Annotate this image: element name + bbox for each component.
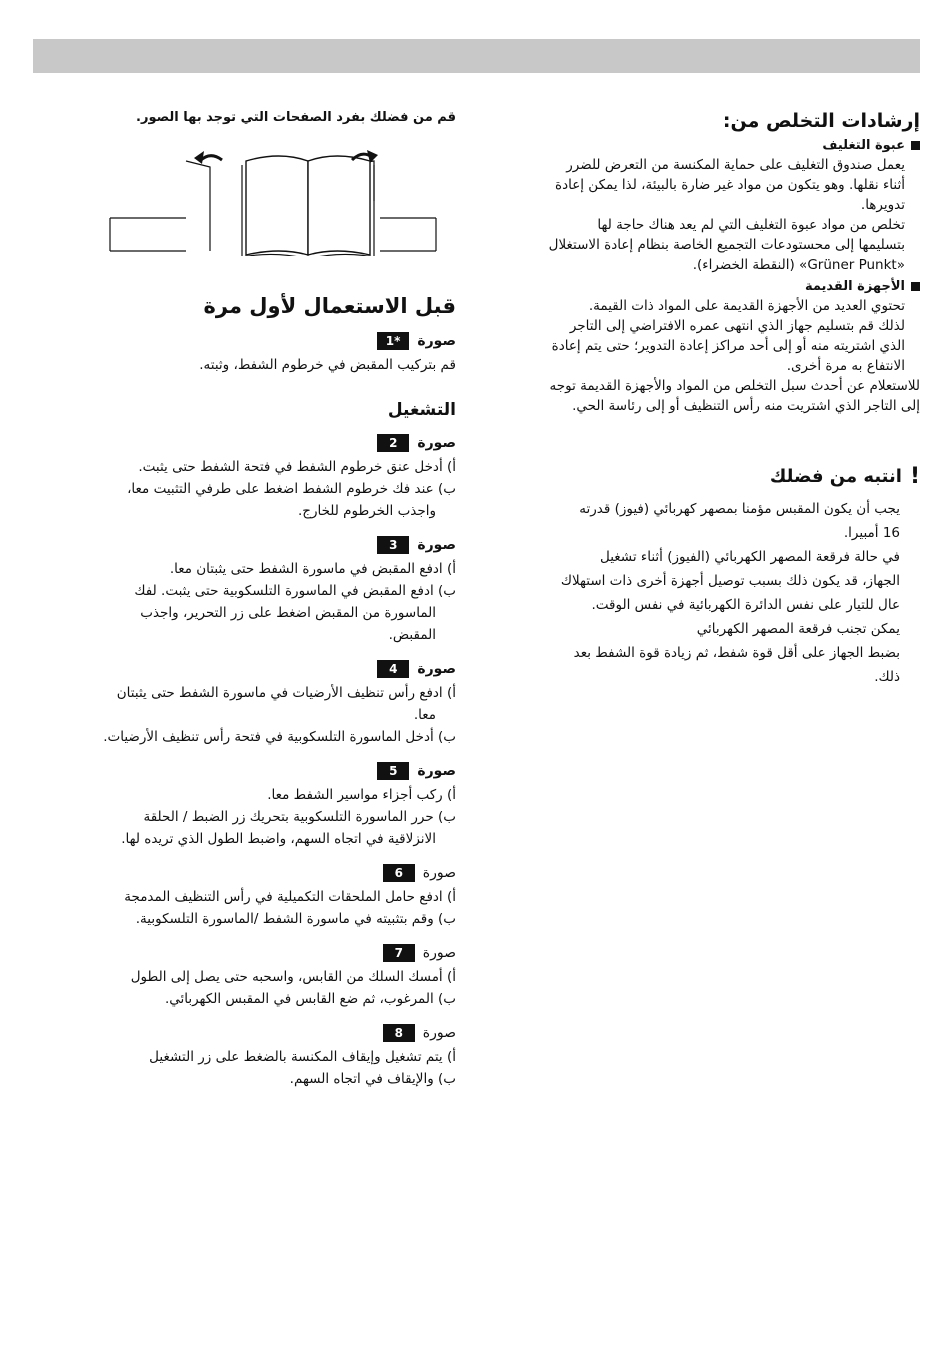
packaging-text: يعمل صندوق التغليف على حماية المكنسة من التعرض للضرر أثناء نقلها. وهو يتكون من مواد غير ضارة بالبيئة، لذا يمكن إعادة تدويرها. تخلص من مواد عبوة التغليف التي لم يعد هناك حاجة لها بتسليمها إلى محستودعات التجميع الخاصة بنظام إعادة الاستغلال «Grüner Punkt» (النقطة الخضراء). — [548, 157, 905, 273]
header-bar — [33, 39, 920, 73]
left-column: قم من فضلك بفرد الصفحات التي توجد بها الصور. قبل الاستعمال لأول مرة صورة *1 قم بتركيب المقبض في خرطوم الشفط، وثبته. التشغيل صورة 2 أ) أدخل عنق خرطوم الشفط في فتحة الشفط حتى يثبت. ب) عند فك خرطوم الشفط اضغط على طرفي التثبيت معا، واجذب الخرطوم للخارج. صورة 3 أ) ادفع المقبض في ماسورة الشفط حتى يثبتان معا. ب) ادفع المقبض في الماسورة التلسكوبية حتى يثبت. لفك الماسورة من المقبض اضغط على زر التحرير، واجذب المقبض. صورة 4 أ) ادفع رأس تنظيف الأرضيات في ماسورة الشفط حتى يثبتان معا. ب) أدخل الماسورة التلسكوبية في فتحة رأس تنظيف الأرضيات. صورة 5 أ) ركب أجزاء مواسير الشفط معا. ب) حرر الماسورة التلسكوبية بتحريك زر الضبط / الحلقة الانزلاقية في اتجاه السهم، واضبط الطول الذي تريده لها. صورة 6 أ) ادفع حامل الملحقات التكميلية في رأس التنظيف المدمجة ب) وقم بتثبيته في ماسورة الشفط /الماسورة التلسكوبية. صورة 7 أ) أمسك السلك من القابس، واسحبه حتى يصل إلى الطول ب) المرغوب، ثم ضع القابس في المقبس الكهربائي. صورة 8 أ) يتم تشغيل وإيقاف المكنسة بالضغط على زر التشغيل ب) والإيقاف في اتجاه السهم. — [70, 100, 456, 1090]
square-bullet-icon — [911, 282, 920, 291]
inquiry-text: للاستعلام عن أحدث سبل التخلص من المواد والأجهزة القديمة توجه إلى التاجر الذي اشتريت منه رأس التنظيف أو إلى رئاسة الحي. — [549, 378, 920, 414]
open-booklet-illustration — [70, 146, 456, 256]
exclamation-icon: ! — [909, 464, 920, 489]
figure-7-label: صورة 7 — [70, 944, 456, 962]
figure-6-label: صورة 6 — [70, 864, 456, 882]
old-devices-text: تحتوي العديد من الأجهزة القديمة على المواد ذات القيمة. لذلك قم بتسليم جهاز الذي انتهى عمره الافتراضي إلى التاجر الذي اشتريته منه أو إلى أحد مراكز إعادة التدوير؛ حتى يتم إعادة الانتفاع به مرة أخرى. — [551, 298, 905, 374]
before-first-use-title: قبل الاستعمال لأول مرة — [203, 294, 456, 318]
right-column — [505, 100, 920, 689]
figure-3-label: صورة 3 — [70, 536, 456, 554]
figure-4-label: صورة 4 — [70, 660, 456, 678]
old-devices-subtitle: الأجهزة القديمة — [505, 279, 920, 294]
attention-text: يجب أن يكون المقبس مؤمنا بمصهر كهربائي (فيوز) قدرته 16 أمبيرا. في حالة فرقعة المصهر الكهربائي (الفيوز) أثناء تشغيل الجهاز، قد يكون ذلك بسبب توصيل أجهزة أخرى ذات استهلاك عال للتيار على نفس الدائرة الكهربائية في نفس الوقت. يمكن تجنب فرقعة المصهر الكهربائي بضبط الجهاز على أقل قوة شفط، ثم زيادة قوة الشفط بعد ذلك. — [560, 501, 900, 685]
figure-2-label: صورة 2 — [70, 434, 456, 452]
disposal-title: إرشادات التخلص من: — [722, 110, 920, 132]
packaging-subtitle: عبوة التغليف — [505, 138, 920, 153]
figure-8-label: صورة 8 — [70, 1024, 456, 1042]
before-first-use-text: قم بتركيب المقبض في خرطوم الشفط، وثبته. — [199, 357, 456, 373]
attention-heading: ! انتبه من فضلك — [769, 464, 920, 489]
unfold-note: قم من فضلك بفرد الصفحات التي توجد بها الصور. — [136, 110, 456, 125]
figure-5-label: صورة 5 — [70, 762, 456, 780]
operation-title: التشغيل — [387, 400, 456, 420]
figure-1-label: صورة *1 — [70, 332, 456, 350]
square-bullet-icon — [911, 141, 920, 150]
